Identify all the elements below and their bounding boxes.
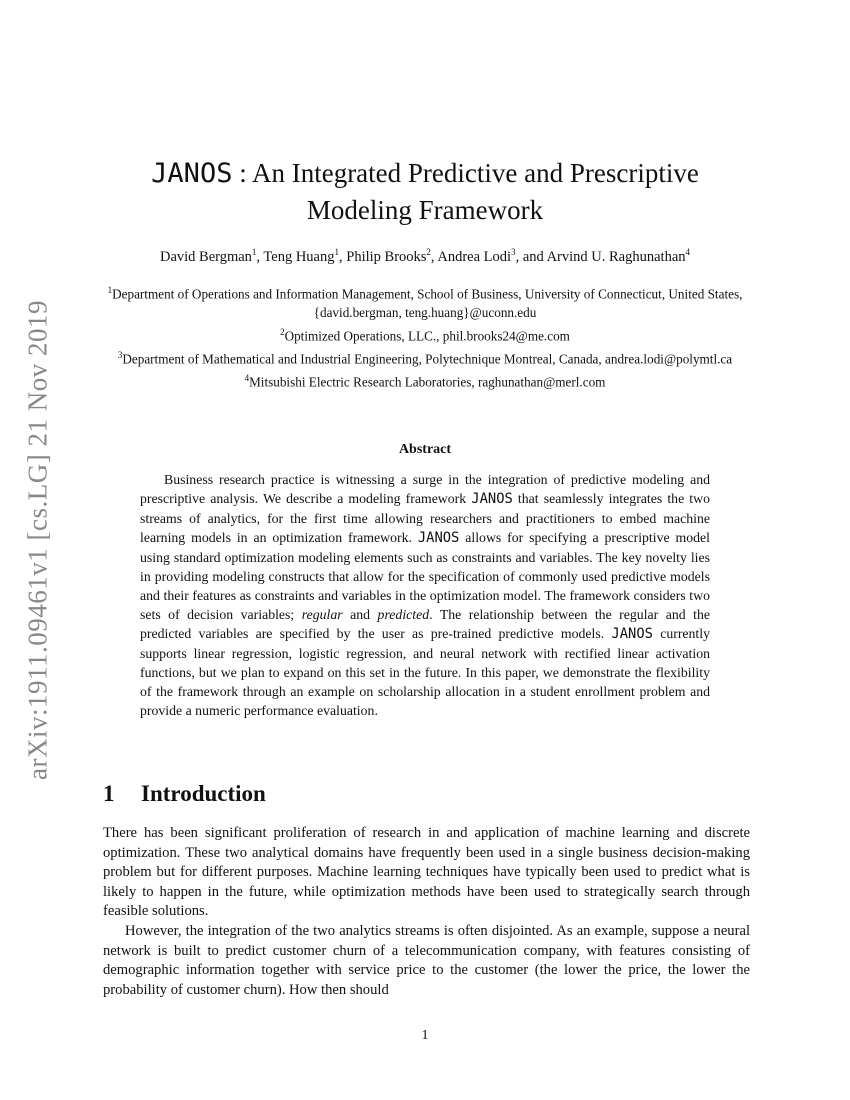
abstract-text: . The relationship between the regular and the predicted variables are specified by the user as pre-trained predictive models. (140, 607, 710, 641)
affiliation-number: 3 (117, 349, 123, 360)
affiliation-text: Department of Operations and Information Management, School of Business, University of Connecticut, United States, {david.bergman, teng.huang}@uconn.edu (112, 286, 743, 320)
author-separator: , (339, 248, 347, 265)
author-name: Philip Brooks (346, 248, 427, 265)
affiliation-number: 1 (107, 285, 113, 295)
title-line-1 (0, 155, 850, 192)
affiliation (90, 281, 760, 323)
system-name: JANOS (471, 491, 513, 507)
author-separator: , (430, 248, 438, 265)
paper-title (0, 155, 850, 229)
author-separator: , (256, 248, 264, 265)
affiliation-number: 4 (244, 372, 250, 383)
author-separator: , and (515, 248, 547, 265)
system-name: JANOS (611, 626, 653, 642)
section-number: 1 (103, 781, 115, 806)
affiliation (90, 346, 760, 369)
author-name: Teng Huang (263, 248, 335, 265)
section-title: Introduction (141, 781, 266, 806)
title-line-1-rest: : An Integrated Predictive and Prescriptive (232, 158, 699, 188)
emphasis-predicted: predicted (377, 607, 430, 622)
affiliation-number: 2 (280, 326, 285, 337)
author (160, 249, 263, 265)
page-number: 1 (421, 1028, 429, 1043)
title-system-name: JANOS (151, 158, 233, 189)
affiliation-list (90, 281, 760, 392)
affiliation (90, 369, 760, 392)
abstract-text: allows for specifying a prescriptive model using standard optimization modeling elements such as constraints and variables. The key novelty lies in providing modeling constructs that allow for the specification of commonly used predictive models and their features as constraints and variables in the optimization model. The framework considers two sets of decision variables; (140, 530, 710, 622)
author-affiliation-mark: 3 (511, 247, 516, 257)
system-name: JANOS (417, 530, 460, 546)
author-affiliation-mark: 1 (251, 247, 257, 257)
paragraph: However, the integration of the two analytics streams is often disjointed. As an example, suppose a neural network is built to predict customer churn of a telecommunication company, with features consisting of demographic information together with service price to the customer (the lower the price, the lower the probability of customer churn). How then should (103, 922, 750, 998)
section-heading (103, 781, 266, 807)
abstract-text: currently supports linear regression, logistic regression, and neural network with rectified linear activation functions, but we plan to expand on this set in the future. In this paper, we demonstrate the flexibility of the framework through an example on scholarship allocation in a student enrollment problem and provide a numeric performance evaluation. (140, 626, 710, 718)
abstract-heading: Abstract (398, 442, 452, 457)
abstract-text: that seamlessly integrates the two streams of analytics, for the first time allowing researchers and practitioners to embed machine learning models in an optimization framework. (140, 491, 710, 545)
author-affiliation-mark: 1 (334, 247, 339, 257)
author-list (0, 247, 850, 266)
affiliation-text: Optimized Operations, LLC., phil.brooks24@me.com (284, 327, 570, 343)
affiliation (90, 323, 760, 346)
author (263, 249, 346, 265)
arxiv-margin-stamp: arXiv:1911.09461v1 [cs.LG] 21 Nov 2019 (22, 300, 53, 780)
paragraph: There has been significant proliferation of research in and application of machine learning and discrete optimization. These two analytical domains have frequently been used in a single business decision-making problem but for different purposes. Machine learning techniques have typically been used to predict what is likely to happen in the future, while optimization methods have been used to strategically search through feasible solutions. (103, 825, 750, 920)
emphasis-regular: regular (301, 607, 343, 622)
author (437, 249, 546, 265)
abstract-text: and (342, 607, 378, 622)
author-affiliation-mark: 2 (426, 247, 431, 257)
affiliation-text: Mitsubishi Electric Research Laboratories, raghunathan@merl.com (249, 373, 606, 389)
abstract-text: Business research practice is witnessing a surge in the integration of predictive modeling and prescriptive analysis. We describe a modeling framework (140, 472, 710, 506)
affiliation-text: Department of Mathematical and Industrial Engineering, Polytechnique Montreal, Canada, andrea.lodi@polymtl.ca (122, 350, 733, 366)
author (346, 249, 437, 265)
author-name: Arvind U. Raghunathan (546, 248, 686, 265)
body-text (103, 824, 750, 1000)
author (547, 249, 690, 265)
title-line-2: Modeling Framework (306, 195, 544, 225)
author-name: Andrea Lodi (437, 248, 512, 265)
abstract-body (140, 470, 710, 720)
author-name: David Bergman (159, 248, 252, 265)
author-affiliation-mark: 4 (685, 247, 691, 257)
